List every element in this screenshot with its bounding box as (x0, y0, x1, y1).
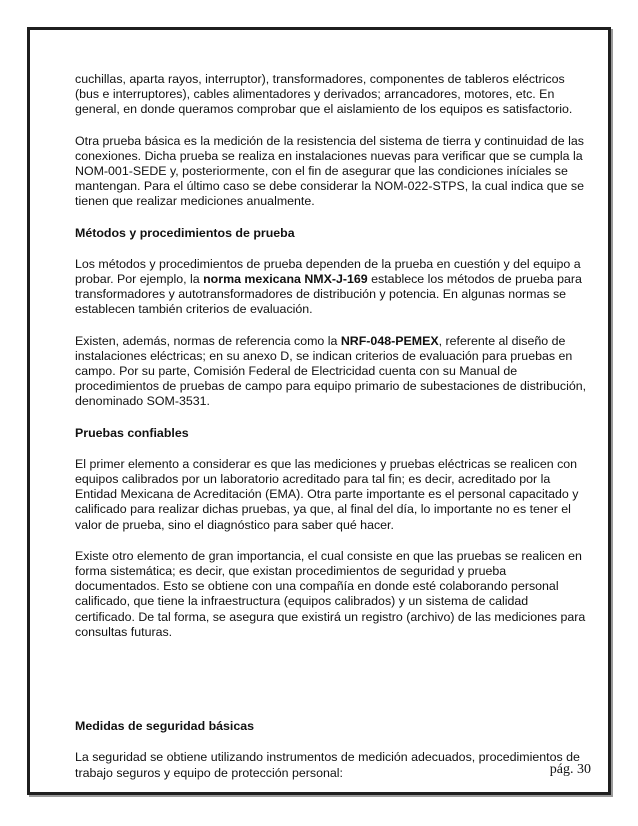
text-line: calificado, que tiene la infraestructura (equipos calibrados) y un sistema de calidad (75, 594, 529, 609)
text-line: consultas futuras. (75, 624, 173, 639)
text-line: Los métodos y procedimientos de prueba dependen de la prueba en cuestión y del equipo a (75, 256, 581, 271)
text-line: Otra prueba básica es la medición de la resistencia del sistema de tierra y continuidad de las (75, 133, 584, 148)
paragraph (75, 72, 590, 118)
text-line: Existe otro elemento de gran importancia, el cual consiste en que las pruebas se realicen en (75, 548, 582, 563)
text-line: El primer elemento a considerar es que las mediciones y pruebas eléctricas se realicen con (75, 456, 578, 471)
paragraph (75, 750, 590, 780)
text-line: instalaciones eléctricas; en su anexo D, se indican criterios de evaluación para pruebas en (75, 348, 573, 363)
text-line: La seguridad se obtiene utilizando instrumentos de medición adecuados, procedimientos de (75, 750, 580, 765)
paragraph (75, 134, 590, 210)
text-span: Existen, además, normas de referencia como la (75, 333, 341, 348)
paragraph (75, 457, 590, 533)
text-line: calificado para realizar dichas pruebas, ya que, al final del día, lo importante no es tener el (75, 502, 571, 517)
text-line: documentados. Esto se obtiene con una compañía en donde esté colaborando personal (75, 579, 559, 594)
text-line: conexiones. Dicha prueba se realiza en instalaciones nuevas para verificar que se cumpla la (75, 148, 583, 163)
text-line: mantengan. Para el último caso se debe considerar la NOM-022-STPS, la cual indica que se (75, 179, 584, 194)
text-line (75, 334, 590, 349)
page-number: pág. 30 (549, 762, 591, 777)
text-line: forma sistemática; es decir, que existan procedimientos de seguridad y prueba (75, 564, 507, 579)
text-line (75, 272, 590, 287)
text-line: NOM-001-SEDE y, posteriormente, con el fin de asegurar que las condiciones iníciales se (75, 164, 568, 179)
section-heading: Métodos y procedimientos de prueba (75, 225, 295, 240)
paragraph (75, 257, 590, 318)
paragraph (75, 549, 590, 640)
text-span: establece los métodos de prueba para (367, 272, 582, 287)
text-line: transformadores y autotransformadores de distribución y potencia. En algunas normas se (75, 287, 567, 302)
text-span: probar. Por ejemplo, la (75, 272, 204, 287)
text-span: , referente al diseño de (438, 333, 566, 348)
text-line: cuchillas, aparta rayos, interruptor), transformadores, componentes de tableros eléctricos (75, 72, 565, 86)
text-line: establecen también criterios de evaluación. (75, 302, 313, 317)
standard-reference: norma mexicana NMX-J-169 (203, 272, 368, 287)
spacer (75, 656, 590, 719)
text-line: (bus e interruptores), cables alimentadores y derivados; arrancadores, motores, etc. En (75, 87, 555, 102)
standard-reference: NRF-048-PEMEX (340, 333, 439, 348)
text-line: denominado SOM-3531. (75, 394, 211, 409)
text-line: valor de prueba, sino el diagnóstico para saber qué hacer. (75, 517, 394, 532)
text-line: tienen que realizar mediciones anualmente. (75, 194, 315, 209)
section-heading: Pruebas confiables (75, 425, 189, 440)
text-line: campo. Por su parte, Comisión Federal de Electricidad cuenta con su Manual de (75, 364, 518, 379)
text-line: procedimientos de pruebas de campo para equipo primario de subestaciones de distribución, (75, 379, 587, 394)
section-heading: Medidas de seguridad básicas (75, 719, 255, 734)
text-line: equipos calibrados por un laboratorio acreditado para tal fin; es decir, acreditado por la (75, 472, 551, 487)
text-line: certificado. De tal forma, se asegura que existirá un registro (archivo) de las mediciones para (75, 609, 586, 624)
document-body (75, 72, 590, 797)
text-line: Entidad Mexicana de Acreditación (EMA). Otra parte importante es el personal capacitado y (75, 487, 579, 502)
text-line: trabajo seguros y equipo de protección personal: (75, 765, 343, 780)
paragraph (75, 334, 590, 410)
text-line: general, en donde queramos comprobar que el aislamiento de los equipos es satisfactorio. (75, 102, 573, 117)
